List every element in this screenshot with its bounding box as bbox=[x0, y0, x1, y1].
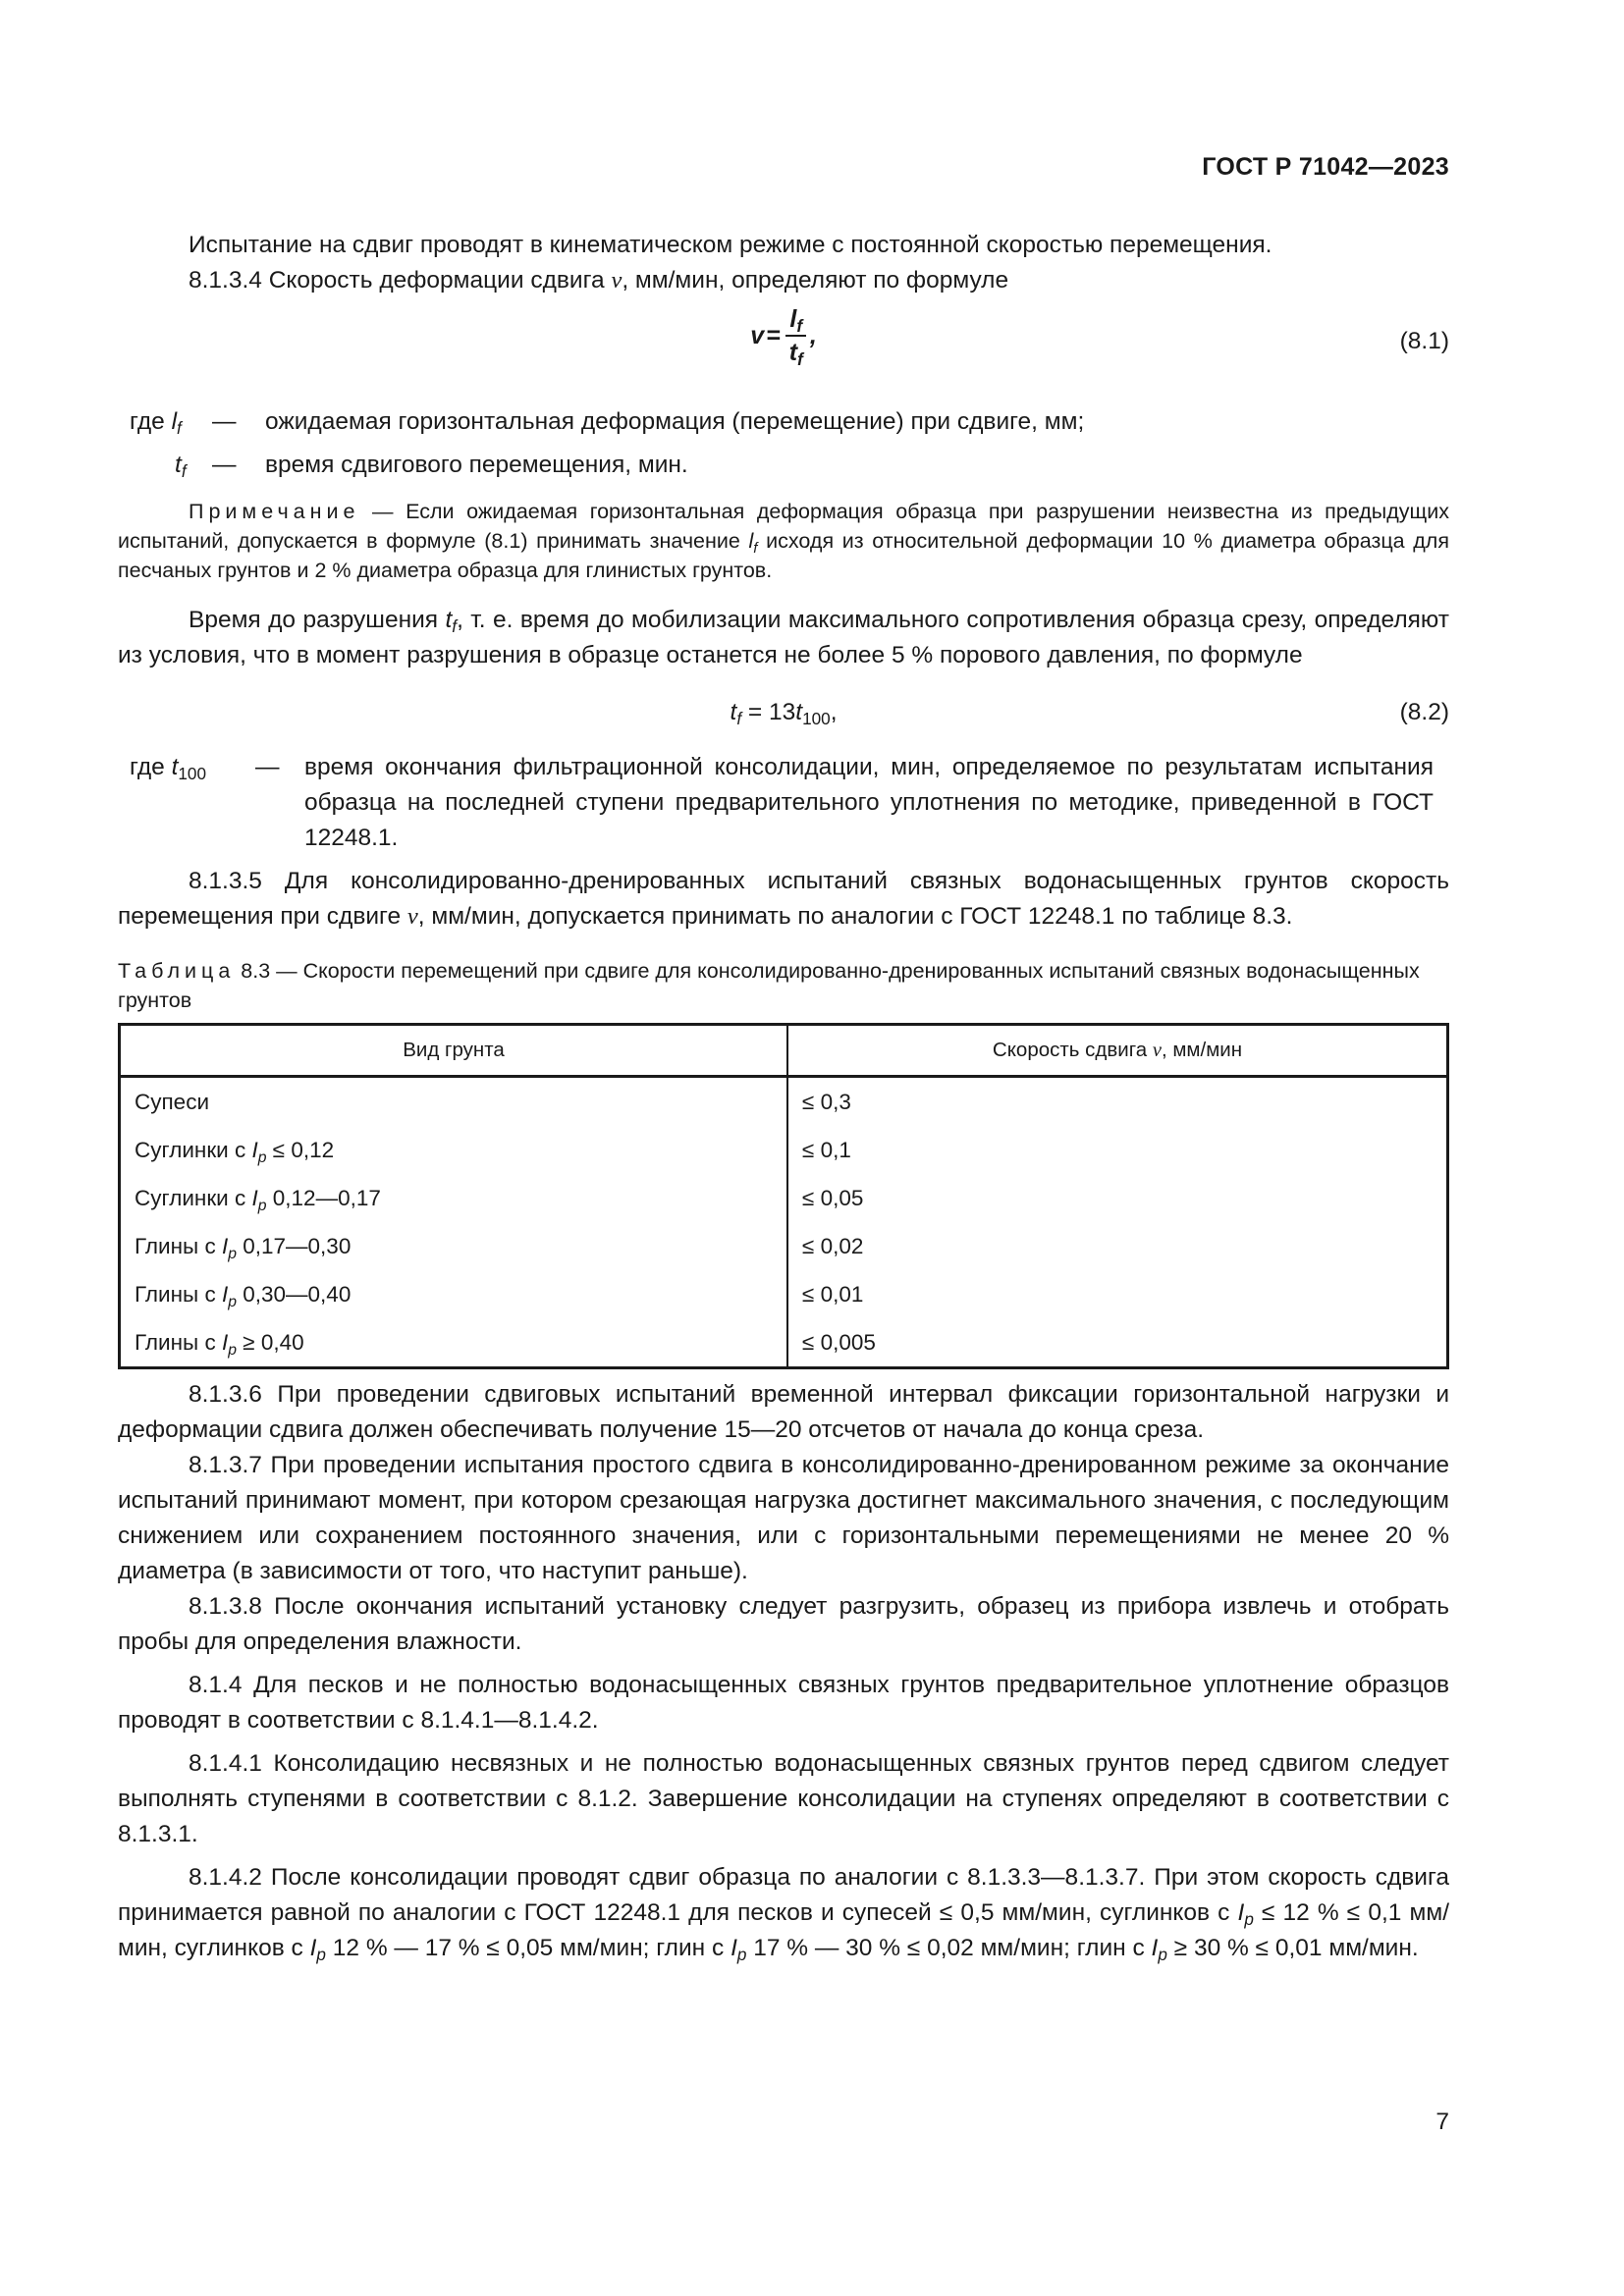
var-v: v bbox=[611, 267, 623, 294]
cell-soil bbox=[120, 1174, 788, 1222]
where-symbol-sub: 100 bbox=[178, 764, 206, 783]
document-page bbox=[118, 0, 1449, 2296]
symbol: I bbox=[309, 1935, 317, 1961]
page-number: 7 bbox=[1435, 2109, 1449, 2135]
cell-soil bbox=[120, 1222, 788, 1270]
where-definition: ожидаемая горизонтальная деформация (перемещение) при сдвиге, мм; bbox=[265, 408, 1085, 435]
paragraph-8-1-3-5 bbox=[118, 864, 1449, 934]
cell-soil bbox=[120, 1077, 788, 1127]
cell-text: ≤ 0,12 bbox=[266, 1137, 335, 1162]
note-symbol: l bbox=[748, 529, 754, 553]
cell-symbol-sub: p bbox=[228, 1341, 237, 1359]
where-lf bbox=[118, 404, 1449, 440]
text: 17 % — 30 % ≤ 0,02 мм/мин; глин с bbox=[746, 1935, 1152, 1961]
formula-eq: = bbox=[766, 321, 781, 349]
where-symbol: t bbox=[175, 452, 182, 478]
cell-text: Суглинки с bbox=[135, 1137, 252, 1162]
formula-tail: , bbox=[830, 699, 838, 725]
text: ≤ 12 % ≤ 0,1 мм/мин, суглинков с bbox=[118, 1899, 1449, 1961]
cell-text: Суглинки с bbox=[135, 1185, 252, 1210]
cell-rate: ≤ 0,05 bbox=[787, 1174, 1448, 1222]
fraction bbox=[785, 304, 807, 367]
note-label: Примечание bbox=[189, 500, 360, 523]
document-body bbox=[118, 228, 1449, 1966]
cell-symbol: I bbox=[221, 1233, 229, 1258]
shear-rate-table bbox=[118, 1023, 1449, 1369]
text: Время до разрушения bbox=[189, 607, 446, 633]
formula-8-2 bbox=[118, 683, 1449, 746]
where-dash: — bbox=[255, 754, 280, 780]
where-symbol-sub: f bbox=[177, 418, 182, 438]
numerator-sub: f bbox=[796, 316, 803, 336]
formula-rhs-sub: 100 bbox=[802, 709, 831, 728]
symbol: I bbox=[731, 1935, 737, 1961]
header-text: Скорость сдвига bbox=[992, 1039, 1153, 1061]
cell-symbol: I bbox=[251, 1185, 258, 1210]
symbol: t bbox=[445, 607, 453, 633]
cell-text: Глины с bbox=[135, 1281, 222, 1307]
note-symbol-sub: f bbox=[753, 540, 758, 557]
where-tf bbox=[118, 448, 1449, 483]
text: , т. е. время до мобилизации максимального сопротивления образца срезу, определяют из условия, что в момент разрушения в образце останется не более 5 % порового давления, по формуле bbox=[118, 607, 1449, 668]
text: ≥ 30 % ≤ 0,01 мм/мин. bbox=[1166, 1935, 1419, 1961]
header-var: v bbox=[1152, 1040, 1162, 1061]
symbol-sub: p bbox=[1244, 1909, 1254, 1929]
where-symbol: l bbox=[171, 408, 178, 435]
denominator-sub: f bbox=[797, 349, 803, 369]
paragraph-8-1-3-4 bbox=[118, 263, 1449, 298]
var-v: v bbox=[406, 903, 418, 930]
table-row bbox=[120, 1318, 1448, 1368]
table-row bbox=[120, 1270, 1448, 1318]
symbol-sub: p bbox=[1158, 1945, 1167, 1964]
paragraph-8-1-3-6: 8.1.3.6 При проведении сдвиговых испытаний временной интервал фиксации горизонтальной нагрузки и деформации сдвига должен обеспечивать получение 15—20 отсчетов от начала до конца среза. bbox=[118, 1381, 1449, 1443]
symbol-sub: f bbox=[452, 616, 458, 636]
cell-text: Глины с bbox=[135, 1233, 222, 1258]
note bbox=[118, 497, 1449, 585]
cell-text: Супеси bbox=[135, 1089, 210, 1114]
header-shear-rate bbox=[787, 1025, 1448, 1077]
table-row bbox=[120, 1077, 1448, 1127]
where-symbol: t bbox=[171, 754, 179, 780]
table-caption-label: Таблица bbox=[118, 959, 236, 983]
formula-lhs-sub: f bbox=[736, 709, 742, 728]
formula-tail: , bbox=[809, 321, 817, 349]
table-header-row bbox=[120, 1025, 1448, 1077]
paragraph-8-1-3-8: 8.1.3.8 После окончания испытаний установку следует разгрузить, образец из прибора извлечь и отобрать пробы для определения влажности. bbox=[118, 1593, 1449, 1655]
cell-text: Глины с bbox=[135, 1329, 222, 1355]
where-dash: — bbox=[212, 452, 237, 478]
formula-lhs: t bbox=[730, 699, 737, 725]
formula-number: (8.1) bbox=[1399, 328, 1449, 354]
header-text: , мм/мин bbox=[1161, 1039, 1243, 1061]
where-t100 bbox=[118, 750, 1449, 856]
header-text: Вид грунта bbox=[403, 1039, 505, 1061]
text: , мм/мин, определяют по формуле bbox=[622, 267, 1009, 294]
cell-soil bbox=[120, 1318, 788, 1368]
document-code: ГОСТ Р 71042—2023 bbox=[1202, 153, 1449, 181]
cell-symbol: I bbox=[221, 1329, 229, 1355]
where-symbol-sub: f bbox=[181, 461, 187, 481]
table-caption bbox=[118, 956, 1449, 1015]
text: 8.1.3.4 Скорость деформации сдвига bbox=[189, 267, 612, 294]
formula-rhs: t bbox=[795, 699, 803, 725]
where-definition: время окончания фильтрационной консолидации, мин, определяемое по результатам испытания образца на последней ступени предварительного уплотнения по методике, приведенной в ГОСТ 12248.1. bbox=[304, 754, 1434, 851]
cell-rate: ≤ 0,02 bbox=[787, 1222, 1448, 1270]
paragraph-shear-mode: Испытание на сдвиг проводят в кинематическом режиме с постоянной скоростью перемещения. bbox=[189, 232, 1272, 258]
table-row bbox=[120, 1126, 1448, 1174]
cell-text: ≥ 0,40 bbox=[237, 1329, 304, 1355]
cell-text: 0,30—0,40 bbox=[237, 1281, 352, 1307]
cell-symbol: I bbox=[251, 1137, 258, 1162]
text: 8.1.3.5 Для консолидированно-дренированных испытаний связных водонасыщенных грунтов скорость перемещения при сдвиге bbox=[118, 868, 1449, 930]
header-soil-type bbox=[120, 1025, 788, 1077]
table-row bbox=[120, 1174, 1448, 1222]
cell-rate: ≤ 0,1 bbox=[787, 1126, 1448, 1174]
where-definition: время сдвигового перемещения, мин. bbox=[265, 452, 688, 478]
formula-number: (8.2) bbox=[1399, 699, 1449, 725]
formula-8-1 bbox=[118, 304, 1449, 393]
paragraph-8-1-4-1: 8.1.4.1 Консолидацию несвязных и не полностью водонасыщенных связных грунтов перед сдвигом следует выполнять ступенями в соответствии с 8.1.2. Завершение консолидации на ступенях определяют в соответствии с 8.1.3.1. bbox=[118, 1750, 1449, 1847]
table-caption-text: 8.3 — Скорости перемещений при сдвиге для консолидированно-дренированных испытаний связных водонасыщенных грунтов bbox=[118, 959, 1420, 1012]
numerator: l bbox=[789, 305, 797, 333]
text: исходя из относительной деформации 10 % диаметра образца для песчаных грунтов и 2 % диаметра образца для глинистых грунтов. bbox=[118, 529, 1449, 582]
cell-soil bbox=[120, 1270, 788, 1318]
text: , мм/мин, допускается принимать по аналогии с ГОСТ 12248.1 по таблице 8.3. bbox=[417, 903, 1293, 930]
symbol-sub: p bbox=[736, 1945, 747, 1964]
denominator: t bbox=[788, 339, 798, 366]
cell-symbol-sub: p bbox=[257, 1197, 267, 1214]
cell-rate: ≤ 0,005 bbox=[787, 1318, 1448, 1368]
symbol: I bbox=[1151, 1935, 1159, 1961]
cell-symbol-sub: p bbox=[257, 1148, 267, 1166]
paragraph-time-to-failure bbox=[118, 603, 1449, 673]
where-prefix: где bbox=[130, 408, 165, 435]
cell-symbol-sub: p bbox=[228, 1245, 237, 1262]
cell-soil bbox=[120, 1126, 788, 1174]
paragraph-8-1-3-7: 8.1.3.7 При проведении испытания простого сдвига в консолидированно-дренированном режиме за окончание испытаний принимают момент, при котором срезающая нагрузка достигнет максимального значения, с последующим снижением или сохранением постоянного значения, или с горизонтальными перемещениями не менее 20 % диаметра (в зависимости от того, что наступит раньше). bbox=[118, 1452, 1449, 1584]
where-prefix: где bbox=[130, 754, 165, 780]
cell-symbol: I bbox=[221, 1281, 229, 1307]
symbol: I bbox=[1237, 1899, 1245, 1926]
text: 8.1.4.2 После консолидации проводят сдвиг образца по аналогии с 8.1.3.3—8.1.3.7. При этом скорость сдвига принимается равной по аналогии с ГОСТ 12248.1 для песков и супесей ≤ 0,5 мм/мин, суглинков с bbox=[118, 1864, 1449, 1926]
symbol-sub: p bbox=[316, 1945, 326, 1964]
text: — Если ожидаемая горизонтальная деформация образца при разрушении неизвестна из предыдущих испытаний, допускается в формуле (8.1) принимать значение bbox=[118, 500, 1449, 553]
formula-lhs: v bbox=[750, 321, 765, 349]
where-dash: — bbox=[212, 408, 237, 435]
paragraph-8-1-4: 8.1.4 Для песков и не полностью водонасыщенных связных грунтов предварительное уплотнение образцов проводят в соответствии с 8.1.4.1—8.1.4.2. bbox=[118, 1672, 1449, 1734]
cell-text: 0,12—0,17 bbox=[266, 1185, 381, 1210]
text: 12 % — 17 % ≤ 0,05 мм/мин; глин с bbox=[325, 1935, 731, 1961]
cell-symbol-sub: p bbox=[228, 1293, 237, 1310]
paragraph-8-1-4-2 bbox=[118, 1860, 1449, 1966]
table-row bbox=[120, 1222, 1448, 1270]
cell-text: 0,17—0,30 bbox=[237, 1233, 352, 1258]
cell-rate: ≤ 0,01 bbox=[787, 1270, 1448, 1318]
formula-mid: = 13 bbox=[741, 699, 796, 725]
cell-rate: ≤ 0,3 bbox=[787, 1077, 1448, 1127]
